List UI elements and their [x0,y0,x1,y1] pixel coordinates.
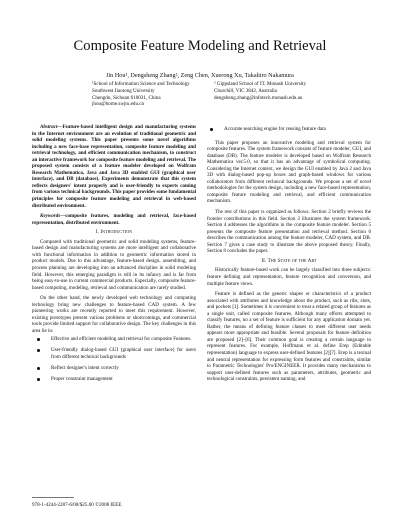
bullet-icon [37,367,40,370]
list-item-text: User-friendly dialog-based GUI (graphical user interface) for users from different technical backgrounds [51,347,196,360]
paragraph: Compared with traditional geometric and solid modeling systems, feature-based design and manufacturing systems are more intelligent and collaborative with functional information in addition to geometric information stored in product models. Due to this advantage, feature-based design, assembling, and process planning are developing into an advanced discipline in solid modeling field. However, this emerging paradigm is still in its infancy and is far from being easy-to-use in current commercial products. Especially, composite feature-based computing, modeling, retrieval and communication are rarely studied. [32,238,196,291]
list-item-text: Reflect designer's intent correctly [51,364,119,371]
abstract-text: —Feature-based intelligent design and manufacturing systems in the Internet environment are an evolution of traditional geometric and solid modeling systems. This paper presents some novel algorithms including a new face-base representation, composite feature modeling and retrieval technology, and efficient communication mechanism, to construct an interactive framework for composite feature modeling and retrieval. The proposed system consists of a feature modeler developed on Wolfram Research Mathematica, Java and Java 3D enabled GUI (graphical user interface), and DB (database). Experiments demonstrate that this system reflects designers' intent properly and is user-friendly to experts coming from various technical backgrounds. This paper provides some fundamental principles for composite feature modeling and retrieval in web-based distributed environment. [32,124,196,209]
author-list: Jin Hou¹, Dengsheng Zhang², Zeng Chen, Xuerong Xu, Takahiro Nakamura [106,72,294,79]
affiliation-line: Southwest Jiaotong University [92,87,155,94]
list-item [32,336,196,343]
list-item-text: Accurate searching engine for reusing feature data [224,126,326,132]
list-item [32,376,196,383]
affiliation-line: ² Gippsland School of IT, Monash University [214,81,307,87]
paragraph: On the other hand, the newly developed web technology and computing technology bring new challenges to feature-based CAD system. A few pioneering works are recently reported to meet this requirement. However, existing prototypes present various problems or shortcomings, and commercial tools provide limited support for collaborative design. The key challenges in this area lie in: [32,295,196,334]
affiliation-1 [92,81,212,108]
right-column [207,124,371,383]
paragraph: Historically feature-based work can be largely classified into three subjects: feature defining and representation, feature recognition and conversion, and multiple feature views. [207,267,371,287]
challenge-list [32,336,196,382]
affiliation-2 [214,81,354,101]
section-heading-introduction: I. Introduction [95,229,133,236]
paper-title: Composite Feature Modeling and Retrieval [73,38,327,54]
keywords-label: Keywords [40,213,61,220]
bullet-icon [37,378,40,381]
keywords-text: —composite features, modeling and retrieval, face-based representation, distributed environment. [32,213,196,226]
bullet-icon [37,349,40,352]
list-item-text: Effective and efficient modeling and retrieval for composite Features. [51,336,192,343]
section-heading-state-of-art: II. The State of the Art [261,257,317,264]
paragraph: The rest of this paper is organized as follows. Section 2 briefly reviews the frontier contributions in this field. Section 3 illustrates the system framework. Section 4 addresses the algorithms in the composite feature modeler. Section 5 presents the composite feature presentation and retrieval method. Section 6 describes the communication among the feature modeler, CAD system, and DB. Section 7 gives a case study to illustrate the above proposed theory. Finally, Section 8 concludes the paper. [207,209,371,255]
copyright-footer: 978-1-4244-2287-6/08/$25.00 ©2008 IEEE [32,502,122,508]
bullet-icon [210,128,213,131]
keywords [32,213,196,226]
list-item [207,126,371,133]
list-item-text: Proper constraint management [51,375,113,382]
list-item [32,365,196,372]
bullet-icon [37,338,40,341]
abstract-label: Abstract [40,124,58,130]
affiliation-line: Chengdu, Sichuan 610031, China [92,94,161,101]
paragraph: This paper proposes an innovative modeling and retrieval system for composite features. The system framework consists of feature modeler, GUI, and database (DB). The feature modeler is developed based on Wolfram Research Mathematica ver.5.0, so that it has an advantage of symbolical computing. Considering the Internet context, we design the GUI enabled by Java 2 and Java 3D with dialog-based pop-up boxes and graph-based windows for various collaborators from different technical backgrounds. We propose a set of novel methodologies for the system design, including a new face-based representation, composite feature modeling and retrieval, and efficient communication mechanism. [207,139,371,205]
left-column [32,124,196,387]
affiliation-email: dengsheng.zhang@infotech.monash.edu.au [214,94,303,101]
affiliation-line: ¹School of Information Science and Technology [92,81,190,87]
affiliation-email: jhou@home.swjtu.edu.cn [92,101,145,108]
challenge-list-continued [207,126,371,133]
paragraph: Feature is defined as the generic shapes or characteristics of a product associated with attributes and knowledge about the product, such as ribs, slots, and pockets [1]. Sometimes it is convenient to treat a related group of features as a single unit, called composite features. Although many efforts attempted to classify features, no a set of feature is sufficient for any application domain yet. Rather, the means of defining feature classes to meet different user needs appears more appropriate and feasible. Several proposals for feature definition are proposed [2]–[6]. Their common goal is creating a certain language to represent features. For example, Hoffmann et al. define Erep (Editable representation) language to express user-defined features [2][7]. Erep is a textual and neutral representation for expressing form features and constraints, similar to Parametric Technologies' Pro/ENGINEER. It provides many mechanisms to support user-defined features such as parameters, attributes, geometric and technological constraints, persistent naming, and [207,291,371,383]
footer-rule [32,497,74,498]
list-item [32,347,196,360]
affiliation-line: Churchill, VIC 3842, Australia [214,87,277,94]
abstract [32,124,196,209]
